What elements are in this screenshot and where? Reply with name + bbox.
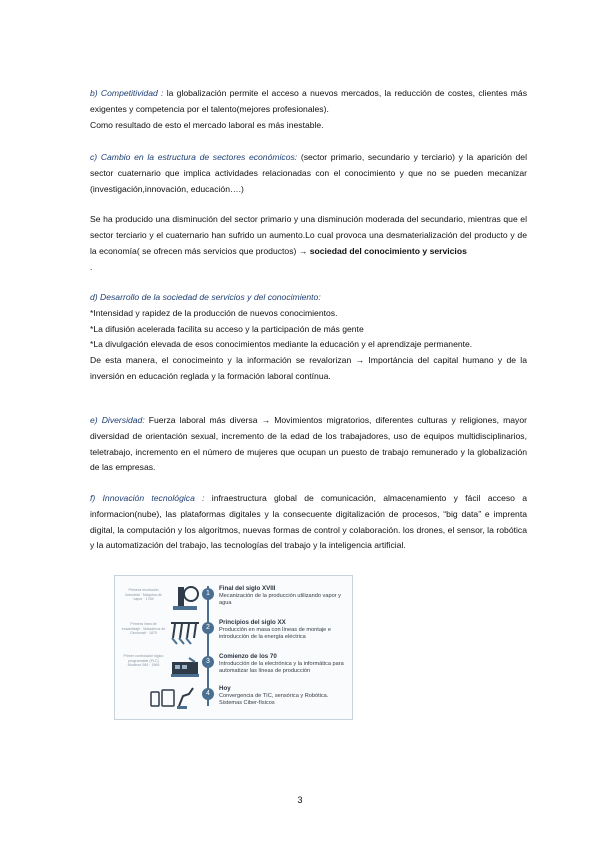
stage-2-description: Producción en masa con líneas de montaje e introducción de la energía eléctrica	[219, 627, 331, 641]
section-e-body: Fuerza laboral más diversa → Movimientos migratorios, diferentes culturas y religiones, mayor diversidad de orientación sexual, incremento de la edad de los trabajadores, uso de equipos multidisciplinarios, teletrabajo, incremento en el número de mujeres que ocupan un puesto de trabajo remunerado y la globalización de las empresas.	[90, 415, 527, 473]
stage-3-title: Comienzo de los 70	[219, 653, 277, 660]
stage-1-title: Final del siglo XVIII	[219, 585, 276, 592]
cyber-physical-icon	[149, 684, 201, 712]
section-d-bullet-2: *La difusión acelerada facilita su acceso y la participación de más gente	[90, 323, 364, 334]
section-d-conclusion: De esta manera, el conocimeinto y la información se revalorizan → Importáncia del capital humano y de la inversión en educación reglada y la formación laboral contínua.	[90, 355, 527, 381]
section-f-body: infraestructura global de comunicación, almacenamiento y fácil acceso a informacion(nube), las plataformas digitales y la consecuente digitalización de procesos, “big data” e imprenta digital, la computación y los algoritmos, nuevas formas de control y colaboración. los drones, el sensor, la robótica y la automatización del trabajo, las tecnologías del trabajo y la inteligencia artificial.	[90, 493, 527, 551]
section-d	[90, 290, 527, 385]
stage-2-caption: Primera línea de ensamblaje · Mataderos de Cincinnati · 1870	[121, 622, 166, 636]
section-b-body: la globalización permite el acceso a nuevos mercados, la reducción de costes, clientes más exigentes y competencia por el talento(mejores profesionales).	[90, 88, 527, 114]
section-d-bullet-3: *La divulgación elevada de esos conocimientos mediante la educación y el aprendizaje permanente.	[90, 339, 473, 350]
section-f-paragraph	[90, 491, 527, 554]
section-c-para2-text: Se ha producido una disminución del sector primario y una disminución moderada del secundario, mientras que el sector terciario y el cuaternario han sufrido un aumento.Lo cual provoca una desmaterialización del producto y de la economía( se ofrecen más servicios que productos) →	[90, 214, 527, 256]
section-d-label: d) Desarrollo de la sociedad de servicios y del conocimiento:	[90, 292, 321, 302]
industrial-revolutions-figure	[114, 575, 353, 720]
section-c-paragraph-2	[90, 212, 527, 259]
section-c	[90, 150, 527, 276]
stage-2-number: 2	[202, 622, 214, 634]
section-b-label: b) Competitividad :	[90, 88, 164, 98]
section-f-label: f) Innovación tecnológica :	[90, 493, 205, 503]
stage-1	[115, 582, 352, 616]
stage-4-title: Hoy	[219, 685, 231, 692]
section-b-line2: Como resultado de esto el mercado laboral es más inestable.	[90, 119, 324, 130]
section-d-bullet-1: *Intensidad y rapidez de la producción de nuevos conocimientos.	[90, 307, 338, 318]
assembly-line-icon	[169, 618, 201, 646]
section-f	[90, 491, 527, 554]
plc-controller-icon	[169, 652, 201, 680]
stage-2	[115, 616, 352, 650]
stage-2-title: Principios del siglo XX	[219, 619, 286, 626]
section-e	[90, 413, 527, 476]
steam-engine-icon	[169, 584, 201, 612]
section-e-paragraph	[90, 413, 527, 476]
section-b	[90, 86, 527, 133]
stage-1-number: 1	[202, 588, 214, 600]
stage-1-caption: Primera revolución industrial · Máquina de vapor · 1784	[125, 588, 162, 602]
stage-3	[115, 650, 352, 684]
section-e-label: e) Diversidad:	[90, 415, 145, 425]
section-c-dot: .	[90, 261, 93, 272]
stage-4-number: 4	[202, 688, 214, 700]
page-number: 3	[297, 795, 303, 805]
section-c-paragraph	[90, 150, 527, 197]
stage-4	[115, 682, 352, 716]
stage-3-description: Introducción de la electrónica y la informática para automatizar las líneas de producción	[219, 661, 344, 675]
stage-4-description: Convergencia de TIC, sensórica y Robótica. Sistemas Ciber-físicos	[219, 693, 329, 707]
section-c-body: (sector primario, secundario y terciario) y la aparición del sector cuaternario que implica actividades relacionadas con el conocimiento y que no se pueden mecanizar (investigación,innovación, educación….)	[90, 152, 527, 194]
stage-1-description: Mecanización de la producción utilizando vapor y agua	[219, 593, 341, 607]
stage-3-number: 3	[202, 656, 214, 668]
stage-3-caption: Primer controlador lógico programable (PLC) Modicon 084 · 1969	[123, 654, 164, 668]
section-c-para2-bold: sociedad del conocimiento y servicios	[309, 245, 467, 256]
section-c-label: c) Cambio en la estructura de sectores económicos:	[90, 152, 298, 162]
section-b-paragraph	[90, 86, 527, 118]
